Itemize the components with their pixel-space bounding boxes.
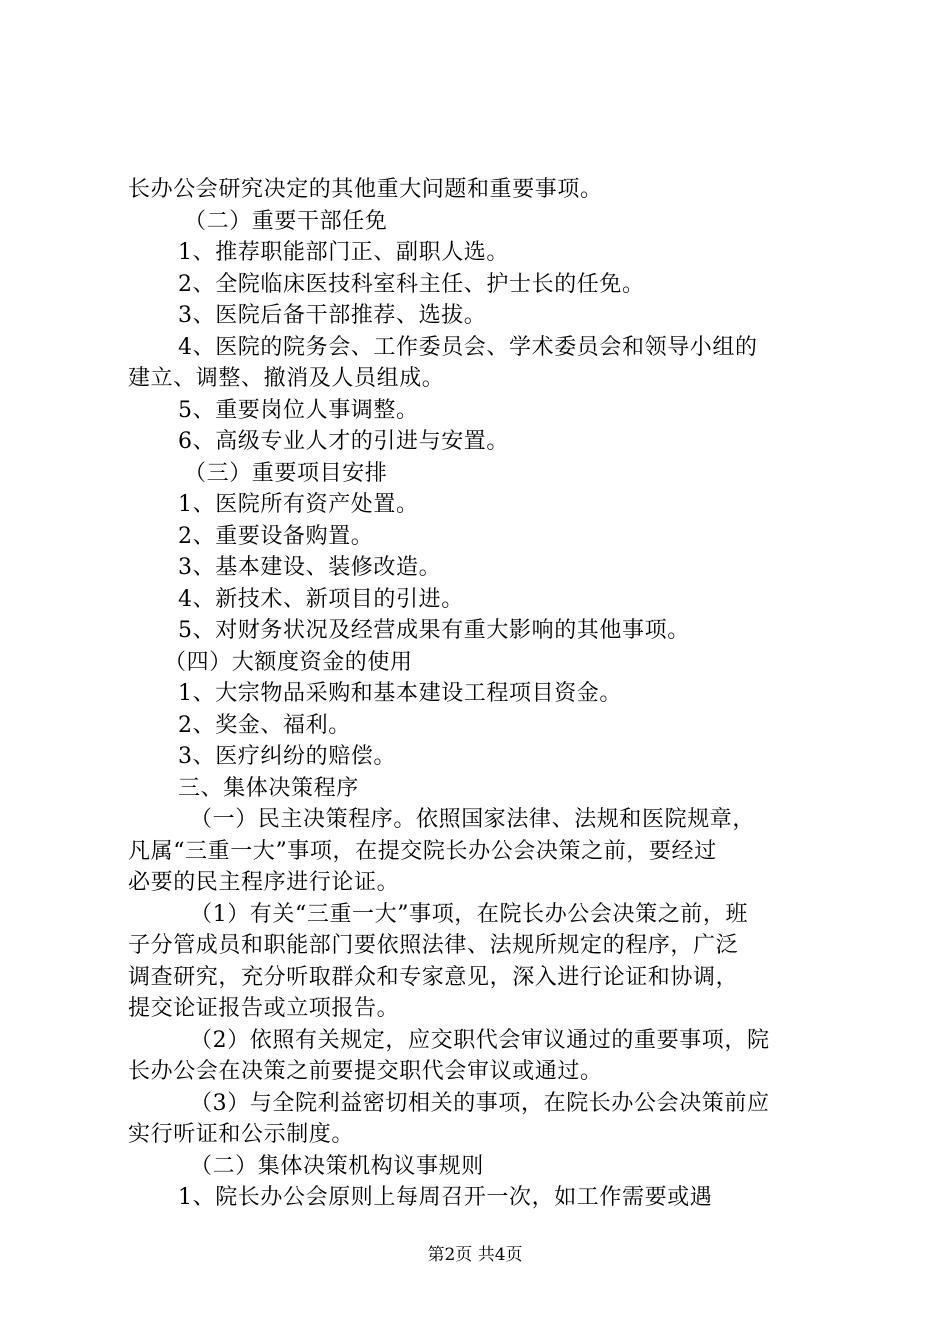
text-line: （2）依照有关规定，应交职代会审议通过的重要事项，院 bbox=[190, 1027, 770, 1053]
text-line: 2、重要设备购置。 bbox=[178, 523, 374, 549]
text-line: 1、院长办公会原则上每周召开一次，如工作需要或遇 bbox=[178, 1185, 713, 1210]
text-line: 5、重要岗位人事调整。 bbox=[178, 397, 419, 423]
text-line: 建立、调整、撤消及人员组成。 bbox=[128, 366, 445, 391]
text-line: 5、对财务状况及经营成果有重大影响的其他事项。 bbox=[178, 618, 690, 643]
text-line: 2、奖金、福利。 bbox=[178, 712, 351, 738]
text-line: 实行听证和公示制度。 bbox=[128, 1122, 355, 1147]
text-line: （四）大额度资金的使用 bbox=[164, 649, 413, 675]
text-line: 1、推荐职能部门正、副职人选。 bbox=[178, 240, 509, 265]
text-line: （3）与全院利益密切相关的事项，在院长办公会决策前应 bbox=[190, 1090, 770, 1116]
document-body bbox=[128, 174, 832, 1214]
text-line: 必要的民主程序进行论证。 bbox=[128, 870, 400, 895]
text-line: 调查研究，充分听取群众和专家意见，深入进行论证和协调， bbox=[128, 964, 739, 990]
text-line: 长办公会研究决定的其他重大问题和重要事项。 bbox=[128, 177, 603, 202]
text-line: 3、医院后备干部推荐、选拔。 bbox=[178, 303, 487, 328]
text-line: 4、医院的院务会、工作委员会、学术委员会和领导小组的 bbox=[178, 334, 758, 360]
text-line: 长办公会在决策之前要提交职代会审议或通过。 bbox=[128, 1059, 603, 1084]
text-line: （二）重要干部任免 bbox=[184, 208, 388, 234]
text-line: 三、集体决策程序 bbox=[178, 775, 359, 801]
text-line: 4、新技术、新项目的引进。 bbox=[178, 586, 464, 612]
text-line: 子分管成员和职能部门要依照法律、法规所规定的程序，广泛 bbox=[128, 933, 739, 958]
text-line: 凡属“三重一大”事项，在提交院长办公会决策之前，要经过 bbox=[128, 838, 717, 864]
text-line: （二）集体决策机构议事规则 bbox=[190, 1153, 484, 1179]
text-line: 6、高级专业人才的引进与安置。 bbox=[178, 429, 509, 454]
text-line: 1、大宗物品采购和基本建设工程项目资金。 bbox=[178, 681, 622, 706]
text-line: （三）重要项目安排 bbox=[184, 460, 388, 486]
text-line: 提交论证报告或立项报告。 bbox=[128, 996, 400, 1021]
text-line: 3、基本建设、装修改造。 bbox=[178, 555, 442, 580]
text-line: （1）有关“三重一大”事项，在院长办公会决策之前，班 bbox=[190, 901, 749, 927]
text-line: 2、全院临床医技科室科主任、护士长的任免。 bbox=[178, 271, 645, 297]
text-line: 1、医院所有资产处置。 bbox=[178, 492, 419, 517]
text-line: 3、医疗纠纷的赔偿。 bbox=[178, 744, 396, 769]
page-footer: 第2页 共4页 bbox=[427, 1245, 523, 1265]
text-line: （一）民主决策程序。依照国家法律、法规和医院规章， bbox=[190, 807, 756, 832]
